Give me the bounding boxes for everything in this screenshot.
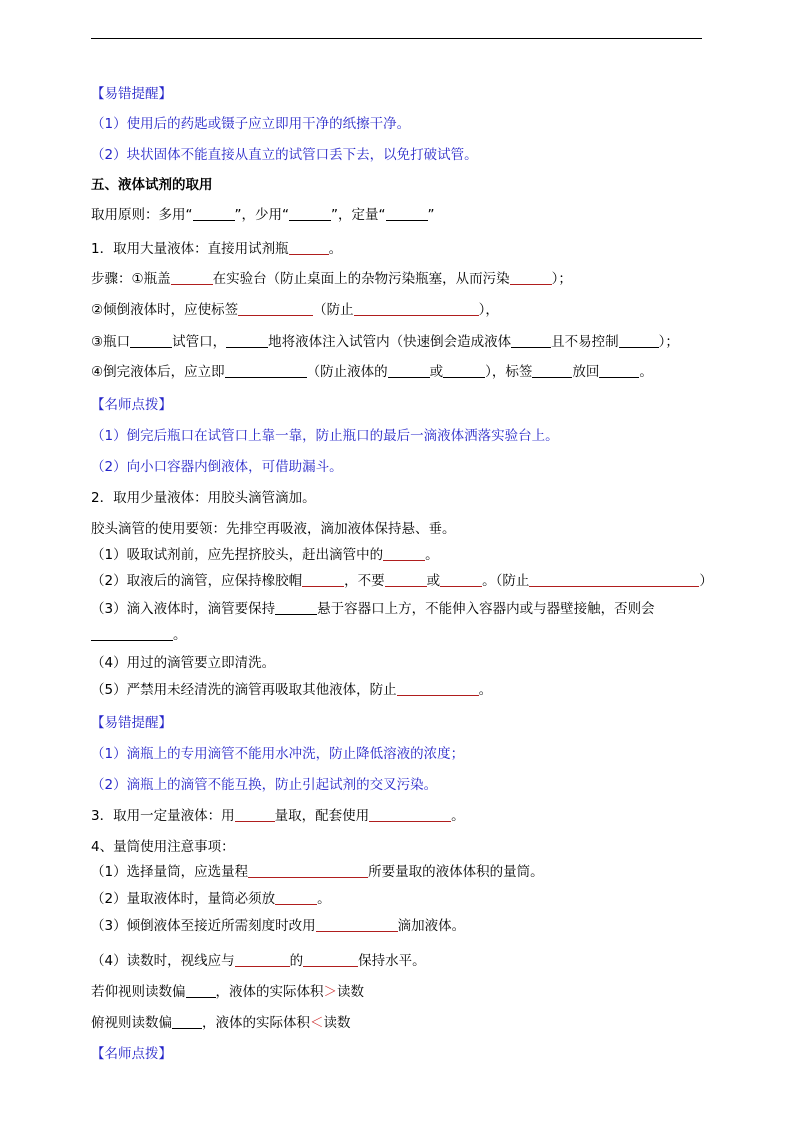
text-part: 4、量筒使用注意事项： — [91, 839, 235, 855]
text-part: 放回 — [572, 364, 600, 380]
text-part: 步骤：①瓶盖 — [91, 271, 171, 287]
tip-line — [91, 776, 437, 794]
text-part: 取用原则：多用“ — [91, 207, 193, 223]
blank-line — [226, 333, 268, 348]
tip-text: （2）滴瓶上的滴管不能互换，防止引起试剂的交叉污染。 — [91, 777, 438, 793]
blank-line — [619, 333, 659, 348]
text-line — [91, 363, 653, 381]
text-line — [91, 654, 275, 672]
text-part: （1）吸取试剂前，应先捏挤胶头，赶出滴管中的 — [91, 547, 384, 563]
tip-heading — [91, 85, 172, 103]
blank-line — [386, 206, 428, 221]
text-part: （4）用过的滴管要立即清洗。 — [91, 655, 276, 671]
text-line — [91, 863, 544, 881]
text-part: 。 — [425, 547, 439, 563]
blank-line — [289, 206, 331, 221]
tip-title: 【易错提醒】 — [91, 715, 172, 731]
text-part: 或 — [426, 573, 441, 589]
tip-heading — [91, 1045, 172, 1063]
blank-line — [289, 240, 329, 255]
text-part: （3）倾倒液体至接近所需刻度时改用 — [91, 918, 316, 934]
text-part: 。 — [317, 891, 331, 907]
text-part: 所要量取的液体体积的量筒。 — [368, 864, 544, 880]
blank-line — [303, 952, 358, 967]
tip-heading — [91, 396, 172, 414]
tip-line — [91, 458, 343, 476]
text-line — [91, 600, 655, 618]
blank-line — [235, 807, 275, 822]
text-part: （2）取液后的滴管，应保持橡胶帽 — [91, 573, 303, 589]
tip-line — [91, 115, 410, 133]
text-part: 试管口， — [172, 334, 227, 350]
blank-line — [599, 363, 639, 378]
text-line — [91, 489, 316, 507]
blank-line — [354, 301, 479, 316]
text-line — [91, 240, 342, 258]
text-part: 俯视则读数偏 — [91, 1015, 172, 1031]
blank-line — [275, 600, 317, 615]
blank-line — [235, 952, 290, 967]
text-part: ），标签 — [485, 364, 533, 380]
blank-line — [440, 572, 482, 587]
text-part: 。（防止 — [482, 573, 530, 589]
blank-line — [238, 301, 313, 316]
text-part: 读数 — [337, 984, 364, 1000]
tip-title: 【名师点拨】 — [91, 397, 172, 413]
blank-line — [91, 626, 173, 641]
text-part: （防止液体的 — [306, 364, 388, 380]
text-line — [91, 890, 331, 908]
comparison-symbol: ＞ — [323, 984, 337, 1000]
text-part: ④倒完液体后，应立即 — [91, 364, 225, 380]
text-part: 或 — [429, 364, 444, 380]
header-rule — [91, 38, 702, 39]
text-line — [91, 546, 439, 564]
tip-text: （2）块状固体不能直接从直立的试管口丢下去，以免打破试管。 — [91, 147, 478, 163]
blank-line — [275, 890, 317, 905]
text-line — [91, 270, 572, 288]
text-line — [91, 917, 465, 935]
blank-line — [369, 807, 451, 822]
text-part: ）； — [551, 271, 572, 287]
blank-line — [225, 363, 307, 378]
blank-line — [385, 572, 427, 587]
text-part: ，不要 — [344, 573, 385, 589]
tip-line — [91, 427, 559, 445]
blank-line — [186, 983, 216, 998]
text-part: 。 — [451, 808, 465, 824]
text-part: 。 — [639, 364, 653, 380]
section-title: 五、液体试剂的取用 — [91, 177, 213, 193]
text-part: ”，少用“ — [234, 207, 289, 223]
text-line — [91, 681, 492, 699]
text-part: 1．取用大量液体：直接用试剂瓶 — [91, 241, 289, 257]
text-part: ②倾倒液体时，应使标签 — [91, 302, 239, 318]
text-line — [91, 838, 235, 856]
blank-line — [193, 206, 235, 221]
text-line — [91, 333, 679, 351]
blank-line — [383, 546, 425, 561]
text-part: 的 — [289, 953, 304, 969]
text-part: 量取，配套使用 — [274, 808, 370, 824]
text-part: 。 — [328, 241, 343, 257]
text-part: 且不易控制 — [551, 334, 619, 350]
text-line — [91, 626, 187, 644]
tip-title: 【易错提醒】 — [91, 86, 172, 102]
text-part: 2．取用少量液体：用胶头滴管滴加。 — [91, 490, 316, 506]
text-part: ）， — [478, 302, 499, 318]
text-part: （3）滴入液体时，滴管要保持 — [91, 601, 276, 617]
text-line — [91, 206, 435, 224]
text-part: ，液体的实际体积 — [202, 1015, 310, 1031]
text-line — [91, 1014, 351, 1032]
tip-title: 【名师点拨】 — [91, 1046, 172, 1062]
text-line — [91, 807, 465, 825]
blank-line — [171, 270, 213, 285]
text-part: ”，定量“ — [331, 207, 386, 223]
text-part: （2）量取液体时，量筒必须放 — [91, 891, 276, 907]
blank-line — [172, 1014, 202, 1029]
text-line — [91, 301, 499, 319]
text-part: （4）读数时，视线应与 — [91, 953, 235, 969]
blank-line — [532, 363, 572, 378]
tip-text: （1）使用后的药匙或镊子应立即用干净的纸擦干净。 — [91, 116, 411, 132]
blank-line — [397, 681, 479, 696]
blank-line — [248, 863, 368, 878]
text-part: 滴加液体。 — [397, 918, 466, 934]
tip-text: （1）倒完后瓶口在试管口上靠一靠，防止瓶口的最后一滴液体洒落实验台上。 — [91, 428, 559, 444]
text-part: 。 — [173, 627, 187, 643]
text-part: 地将液体注入试管内（快速倒会造成液体 — [268, 334, 512, 350]
blank-line — [510, 270, 552, 285]
blank-line — [302, 572, 344, 587]
text-part: ” — [427, 207, 435, 223]
text-part: ，液体的实际体积 — [215, 984, 324, 1000]
blank-line — [443, 363, 485, 378]
text-part: （5）严禁用未经清洗的滴管再吸取其他液体，防止 — [91, 682, 397, 698]
section-heading — [91, 176, 213, 194]
text-part: 读数 — [323, 1015, 351, 1031]
text-part: 。 — [478, 682, 493, 698]
tip-line — [91, 146, 478, 164]
text-line — [91, 952, 426, 970]
blank-line — [130, 333, 172, 348]
text-line — [91, 983, 364, 1001]
text-part: ）； — [658, 334, 679, 350]
blank-line — [316, 917, 398, 932]
text-part: 在实验台（防止桌面上的杂物污染瓶塞，从而污染 — [212, 271, 510, 287]
text-part: 3．取用一定量液体：用 — [91, 808, 235, 824]
text-line — [91, 520, 456, 538]
blank-line — [388, 363, 430, 378]
blank-line — [511, 333, 551, 348]
tip-line — [91, 745, 464, 763]
tip-heading — [91, 714, 172, 732]
tip-text: （2）向小口容器内倒液体，可借助漏斗。 — [91, 459, 343, 475]
text-part: ③瓶口 — [91, 334, 131, 350]
text-part: 若仰视则读数偏 — [91, 984, 186, 1000]
text-line — [91, 572, 713, 590]
tip-text: （1）滴瓶上的专用滴管不能用水冲洗，防止降低溶液的浓度； — [91, 746, 465, 762]
text-part: ） — [699, 573, 713, 589]
comparison-symbol: ＜ — [310, 1015, 324, 1031]
text-part: （防止 — [313, 302, 354, 318]
text-part: 悬于容器口上方，不能伸入容器内或与器壁接触，否则会 — [317, 601, 655, 617]
text-part: 保持水平。 — [358, 953, 426, 969]
text-part: 胶头滴管的使用要领：先排空再吸液，滴加液体保持悬、垂。 — [91, 521, 456, 537]
blank-line — [529, 572, 699, 587]
text-part: （1）选择量筒，应选量程 — [91, 864, 249, 880]
